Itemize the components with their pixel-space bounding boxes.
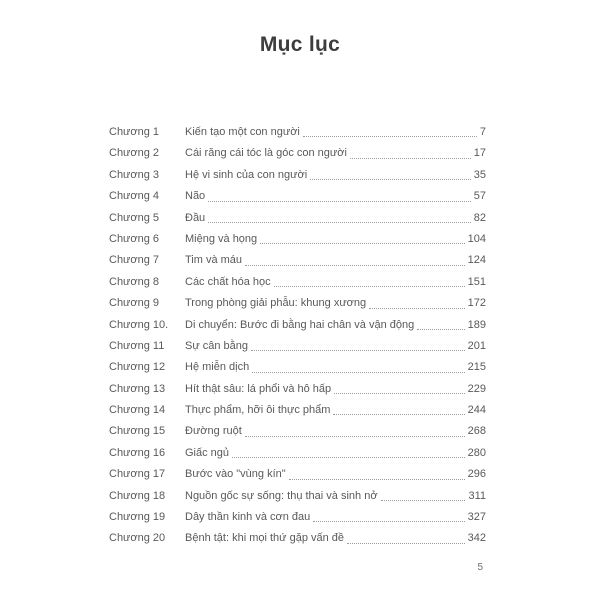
toc-entry	[109, 421, 486, 442]
entry-title: Kiến tạo một con người	[185, 126, 300, 138]
chapter-label: Chương 8	[109, 275, 160, 288]
chapter-label: Chương 6	[109, 232, 160, 245]
entry-title: Nguồn gốc sự sống: thụ thai và sinh nở	[185, 489, 378, 502]
dot-leader	[252, 372, 464, 373]
page-number: 5	[477, 562, 483, 573]
entry-title: Hệ miễn dịch	[185, 361, 250, 374]
chapter-label: Chương 7	[109, 254, 160, 267]
dot-leader	[208, 222, 471, 223]
toc-entry	[109, 357, 486, 378]
entry-title: Hệ vi sinh của con người	[185, 168, 308, 181]
chapter-label: Chương 19	[109, 511, 166, 524]
entry-page-number: 201	[467, 339, 486, 352]
toc-entry	[109, 528, 486, 549]
entry-page-number: 82	[473, 211, 486, 224]
entry-page-number: 172	[467, 297, 486, 310]
chapter-label: Chương 17	[109, 468, 166, 481]
toc-entry	[109, 379, 486, 400]
toc-entry	[109, 122, 486, 143]
dot-leader	[251, 350, 465, 351]
entry-title: Sự cân bằng	[185, 339, 249, 352]
chapter-label: Chương 3	[109, 168, 160, 181]
dot-leader	[350, 158, 471, 159]
toc-entry	[109, 272, 486, 293]
dot-leader	[232, 457, 465, 458]
page-title: Mục lục	[259, 33, 341, 56]
entry-page-number: 296	[467, 468, 486, 481]
chapter-label: Chương 18	[109, 489, 166, 502]
chapter-label: Chương 11	[109, 339, 165, 352]
chapter-label: Chương 13	[109, 382, 166, 395]
toc-entry	[109, 208, 486, 229]
entry-page-number: 7	[479, 126, 486, 138]
entry-title: Bệnh tật: khi mọi thứ gặp vấn đề	[185, 532, 345, 545]
toc-entry	[109, 186, 486, 207]
entry-page-number: 327	[467, 511, 486, 524]
toc-entry	[109, 315, 486, 336]
chapter-label: Chương 10.	[109, 318, 169, 331]
toc-entry	[109, 293, 486, 314]
toc-entry	[109, 250, 486, 271]
chapter-label: Chương 16	[109, 446, 166, 459]
chapter-label: Chương 4	[109, 190, 160, 203]
dot-leader	[381, 500, 466, 501]
entry-title: Di chuyển: Bước đi bằng hai chân và vận động	[185, 318, 415, 331]
chapter-label: Chương 2	[109, 147, 160, 160]
toc-entry	[109, 336, 486, 357]
dot-leader	[289, 479, 465, 480]
dot-leader	[274, 286, 465, 287]
entry-title: Dây thần kinh và cơn đau	[185, 511, 311, 524]
entry-page-number: 280	[467, 446, 486, 459]
entry-page-number: 268	[467, 425, 486, 438]
dot-leader	[369, 308, 465, 309]
entry-page-number: 17	[473, 147, 486, 160]
entry-title: Các chất hóa học	[185, 275, 271, 288]
entry-page-number: 124	[467, 254, 486, 267]
dot-leader	[417, 329, 464, 330]
entry-title: Đường ruột	[185, 425, 242, 438]
toc-entry	[109, 464, 486, 485]
entry-page-number: 229	[467, 382, 486, 395]
entry-title: Thực phẩm, hỡi ôi thực phẩm	[185, 404, 331, 417]
entry-page-number: 244	[467, 404, 486, 417]
dot-leader	[260, 243, 464, 244]
toc-entry	[109, 165, 486, 186]
dot-leader	[310, 179, 471, 180]
dot-leader	[334, 393, 464, 394]
dot-leader	[347, 543, 465, 544]
entry-title: Giấc ngủ	[185, 446, 230, 459]
entry-title: Cái răng cái tóc là góc con người	[185, 147, 347, 160]
entry-page-number: 215	[467, 361, 486, 374]
chapter-label: Chương 1	[109, 126, 160, 138]
toc-entry	[109, 400, 486, 421]
dot-leader	[208, 201, 471, 202]
entry-page-number: 311	[468, 489, 486, 502]
entry-page-number: 151	[467, 275, 486, 288]
toc-entry	[109, 443, 486, 464]
entry-title: Đầu	[185, 211, 206, 224]
dot-leader	[333, 414, 464, 415]
chapter-label: Chương 20	[109, 532, 166, 545]
toc-entry	[109, 143, 486, 164]
entry-page-number: 342	[467, 532, 486, 545]
entry-page-number: 189	[467, 318, 486, 331]
dot-leader	[303, 136, 477, 137]
entry-title: Hít thật sâu: lá phổi và hô hấp	[185, 382, 332, 395]
dot-leader	[245, 265, 465, 266]
entry-page-number: 57	[473, 190, 486, 203]
entry-title: Bước vào "vùng kín"	[185, 468, 286, 481]
entry-page-number: 104	[467, 232, 486, 245]
entry-title: Não	[185, 190, 206, 203]
chapter-label: Chương 12	[109, 361, 166, 374]
toc-list	[109, 122, 486, 550]
chapter-label: Chương 5	[109, 211, 160, 224]
entry-title: Trong phòng giải phẫu: khung xương	[185, 297, 367, 310]
toc-entry	[109, 229, 486, 250]
entry-page-number: 35	[473, 168, 486, 181]
dot-leader	[313, 521, 464, 522]
toc-entry	[109, 486, 486, 507]
entry-title: Miệng và họng	[185, 232, 258, 245]
entry-title: Tim và máu	[185, 254, 243, 267]
dot-leader	[245, 436, 465, 437]
toc-entry	[109, 507, 486, 528]
chapter-label: Chương 9	[109, 297, 160, 310]
chapter-label: Chương 15	[109, 425, 166, 438]
chapter-label: Chương 14	[109, 404, 166, 417]
